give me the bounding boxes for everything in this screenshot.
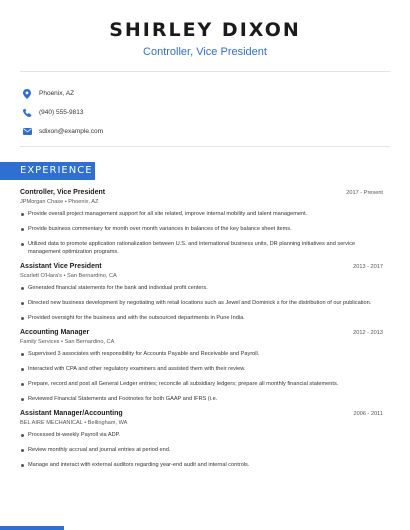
job-company: BEL AIRE MECHANICAL xyxy=(20,420,83,426)
contact-location xyxy=(22,84,103,103)
email-text[interactable]: sdixon@example.com xyxy=(39,128,104,135)
location-text: Phoenix, AZ xyxy=(39,90,75,97)
job-bullets xyxy=(20,431,383,469)
bullet-item: Utilized data to promote application rationalization between U.S. and international business units, DR planning initiatives and service management optimization programs. xyxy=(20,240,383,256)
job-company-line xyxy=(20,273,383,279)
job-location: San Bernardino, CA xyxy=(67,273,117,279)
bullet-item: Directed new business development by negotiating with retail locations such as Jewel and Dominick s for the distribution of our publication. xyxy=(20,299,383,307)
job-bullets xyxy=(20,350,383,403)
separator-dot: • xyxy=(64,199,69,205)
job-dates: 2017 - Present xyxy=(346,190,383,196)
envelope-icon xyxy=(22,127,32,137)
bullet-item: Supervised 3 associates with responsibility for Accounts Payable and Receivable and Payroll. xyxy=(20,350,383,358)
job-title: Controller, Vice President xyxy=(20,189,106,196)
job-company: Family Services xyxy=(20,339,60,345)
job-company: JPMorgan Chase xyxy=(20,199,64,205)
job-company-line xyxy=(20,199,383,205)
job-company-line xyxy=(20,420,383,426)
bullet-item: Review monthly accrual and journal entries at period end. xyxy=(20,446,383,454)
phone-icon xyxy=(22,108,32,118)
bullet-item: Generated financial statements for the bank and individual profit centers. xyxy=(20,284,383,292)
job-entry xyxy=(20,410,383,469)
bullet-item: Processed bi-weekly Payroll via ADP. xyxy=(20,431,383,439)
job-location: Phoenix, AZ xyxy=(68,199,99,205)
separator-dot: • xyxy=(61,339,65,345)
contact-phone xyxy=(22,103,103,122)
separator-dot: • xyxy=(63,273,68,279)
bullet-item: Provide business commentary for month over month variances in balances of the key balance sheet items. xyxy=(20,225,383,233)
resume-header xyxy=(0,0,410,59)
separator-dot: • xyxy=(84,420,88,426)
job-entry xyxy=(20,263,383,322)
job-entry xyxy=(20,189,383,256)
candidate-name: SHIRLEY DIXON xyxy=(109,19,301,41)
experience-heading: EXPERIENCE xyxy=(0,162,95,180)
job-dates: 2012 - 2013 xyxy=(353,330,383,336)
bullet-item: Interacted with CPA and other regulatory examiners and assisted them with their review. xyxy=(20,365,383,373)
job-bullets xyxy=(20,210,383,256)
job-title: Accounting Manager xyxy=(20,329,90,336)
phone-text: (940) 555-9813 xyxy=(39,109,84,116)
bullet-item: Provide overall project management support for all site related, improve internal mobility and talent management. xyxy=(20,210,383,218)
bullet-item: Manage and interact with external auditors regarding year-end audit and internal controls. xyxy=(20,461,383,469)
job-dates: 2006 - 2011 xyxy=(353,411,383,417)
contact-email xyxy=(22,122,103,141)
job-title: Assistant Manager/Accounting xyxy=(20,410,123,417)
bullet-item: Prepare, record and post all General Ledger entries; reconcile all subsidiary ledgers; prepare all monthly financial statements. xyxy=(20,380,383,388)
job-entry xyxy=(20,329,383,403)
bullet-item: Provided oversight for the business and with the outsourced departments in Pune India. xyxy=(20,314,383,322)
section-accent-bar xyxy=(0,526,64,530)
job-dates: 2013 - 2017 xyxy=(353,264,383,270)
contact-list xyxy=(22,84,103,141)
job-location: San Bernardino, CA xyxy=(64,339,115,345)
contact-divider xyxy=(20,146,390,147)
bullet-item: Reviewed Financial Statements and Footnotes for both GAAP and IFRS (i.e. xyxy=(20,395,383,403)
job-bullets xyxy=(20,284,383,322)
experience-list xyxy=(20,189,383,476)
job-location: Bellingham, WA xyxy=(87,420,128,426)
job-company-line xyxy=(20,339,383,345)
candidate-title: Controller, Vice President xyxy=(143,46,267,58)
map-pin-icon xyxy=(22,89,32,99)
header-divider xyxy=(20,71,390,72)
job-title: Assistant Vice President xyxy=(20,263,102,270)
job-company: Scarlett O'Hara's xyxy=(20,273,62,279)
